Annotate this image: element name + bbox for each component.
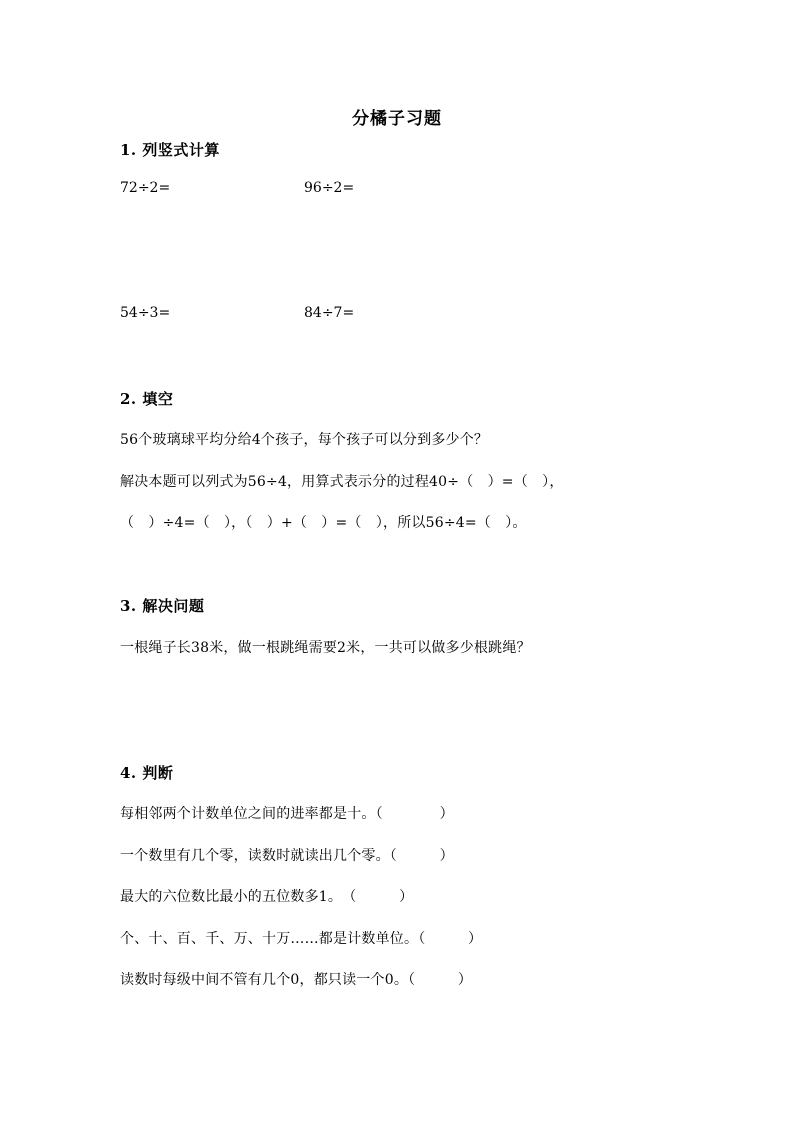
judgment-item: 读数时每级中间不管有几个0，都只读一个0。（ ） <box>120 972 473 988</box>
fill-blank-line: （ ）÷4=（ ），（ ）+（ ）=（ ），所以56÷4=（ ）。 <box>120 515 527 531</box>
judgment-item: 一个数里有几个零，读数时就读出几个零。（ ） <box>120 848 454 864</box>
section-2-heading: 2. 填空 <box>120 390 174 408</box>
section-1-heading: 1. 列竖式计算 <box>120 141 220 159</box>
calc-problem: 96÷2= <box>304 180 355 196</box>
page-title: 分橘子习题 <box>352 109 442 129</box>
judgment-item: 个、十、百、千、万、十万……都是计数单位。（ ） <box>120 931 483 947</box>
fill-blank-question: 56个玻璃球平均分给4个孩子，每个孩子可以分到多少个？ <box>120 432 489 448</box>
fill-blank-line: 解决本题可以列式为56÷4，用算式表示分的过程40÷（ ）=（ ）， <box>120 474 564 490</box>
section-3-heading: 3. 解决问题 <box>120 597 205 615</box>
calc-problem: 54÷3= <box>120 305 171 321</box>
calc-problem: 84÷7= <box>304 305 355 321</box>
calc-problem: 72÷2= <box>120 180 171 196</box>
word-problem: 一根绳子长38米，做一根跳绳需要2米，一共可以做多少根跳绳？ <box>120 640 531 656</box>
section-4-heading: 4. 判断 <box>120 764 174 782</box>
judgment-item: 最大的六位数比最小的五位数多1。 （ ） <box>120 889 414 905</box>
judgment-item: 每相邻两个计数单位之间的进率都是十。（ ） <box>120 806 454 822</box>
